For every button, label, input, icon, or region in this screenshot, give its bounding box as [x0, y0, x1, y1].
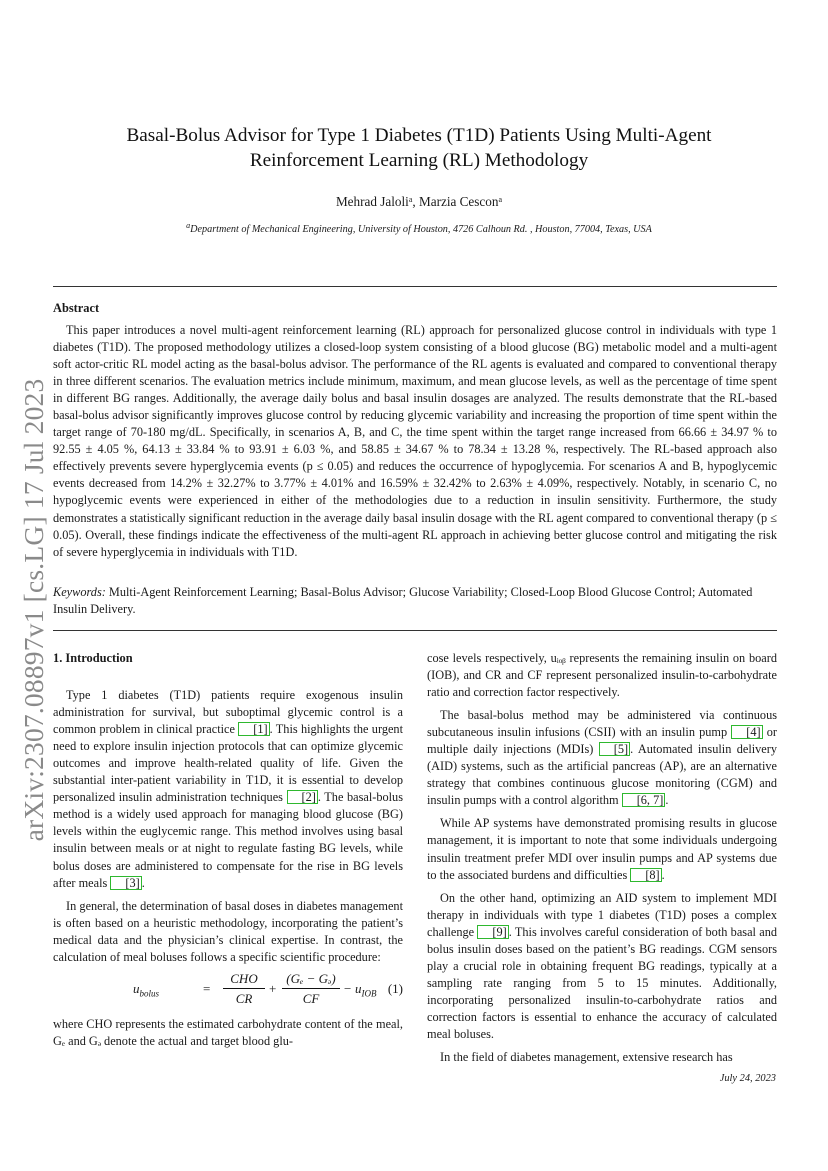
equation-1	[53, 970, 403, 1010]
footer-date: July 24, 2023	[719, 1073, 776, 1084]
paragraph-text: .	[141, 875, 145, 890]
fraction-numerator: (Gₑ − Gₔ)	[282, 970, 340, 989]
author-affiliation-mark: a	[498, 195, 503, 204]
paragraph-text: .	[665, 793, 669, 808]
paragraph-text: Type 1 diabetes (T1D) patients require exogenous insulin administration for survival, but suboptimal glycemic control is a common problem in clinical practice	[53, 688, 403, 737]
paragraph-text: . The basal-bolus method is a widely used approach for managing blood glucose (BG) levels within the euglycemic range. This method involves using basal insulin between meals or at night to regulate fasting BG levels, while bolus doses are administered to compensate for the rise in BG levels after meals	[53, 790, 403, 890]
equation-iob-term	[355, 980, 377, 1003]
citation-link[interactable]: [5]	[599, 742, 630, 756]
fraction-denominator: CR	[235, 990, 253, 1006]
intro-right-paragraph-3	[427, 815, 777, 883]
intro-paragraph-3: where CHO represents the estimated carbohydrate content of the meal, Gₑ and Gₔ denote the actual and target blood glu-	[53, 1016, 403, 1048]
citation-link[interactable]: [3]	[110, 876, 141, 890]
citation-link[interactable]: [4]	[731, 725, 762, 739]
author-name: Mehrad Jaloli	[335, 194, 409, 209]
paragraph-text: . This highlights the urgent need to explore insulin injection protocols that can optimize glycemic outcomes and improve health-related quality of life. Given the substantial inter-patient variability in T1D, it is essential to develop personalized insulin administration techniques	[53, 722, 404, 805]
author-list	[60, 194, 778, 210]
arxiv-identifier-text: arXiv:2307.08897v1 [cs.LG] 17 Jul 2023	[18, 378, 49, 842]
intro-right-paragraph-4	[427, 890, 777, 1043]
arxiv-side-identifier	[12, 370, 56, 850]
keywords-label: Keywords:	[53, 585, 106, 599]
paragraph-text: . Automated insulin delivery (AID) systems, such as the artificial pancreas (AP), are an alternative strategy that combines continuous glucose monitoring (CGM) and insulin pumps with a control algorithm	[427, 742, 777, 808]
equation-equals: =	[203, 980, 211, 996]
author-name: Marzia Cescon	[419, 194, 499, 209]
citation-link[interactable]: [8]	[630, 868, 661, 882]
paper-title	[60, 123, 778, 173]
paragraph-text: .	[661, 867, 665, 882]
intro-right-paragraph-1: cose levels respectively, uᵢₒᵦ represents the remaining insulin on board (IOB), and CR and CF represent personalized insulin-to-carbohydrate ratio and correction factor respectively.	[427, 651, 777, 700]
keywords-text: Multi-Agent Reinforcement Learning; Basal-Bolus Advisor; Glucose Variability; Closed-Loop Blood Glucose Control; Automated Insulin Delivery.	[53, 585, 753, 616]
right-column	[427, 650, 777, 1072]
intro-paragraph-2: In general, the determination of basal doses in diabetes management is often based on a heuristic methodology, incorporating the patient’s medical data and the physician’s clinical expertise. In contrast, the calculation of meal boluses follows a specific scientific procedure:	[53, 898, 403, 964]
equation-variable: u	[355, 980, 362, 996]
equation-number: (1)	[387, 980, 403, 996]
intro-right-paragraph-5: In the field of diabetes management, extensive research has	[440, 1050, 733, 1065]
author-separator: ,	[412, 194, 419, 209]
title-line-2: Reinforcement Learning (RL) Methodology	[249, 150, 589, 171]
equation-minus: −	[344, 980, 352, 996]
abstract-text: This paper introduces a novel multi-agent reinforcement learning (RL) approach for personalized glucose control in individuals with type 1 diabetes (T1D). The proposed methodology utilizes a closed-loop system consisting of a blood glucose (BG) metabolic model and a multi-agent soft actor-critic RL model acting as the basal-bolus advisor. The performance of the RL agents is evaluated and compared to conventional therapy in three different scenarios. The evaluation metrics include minimum, maximum, and mean glucose levels, as well as the percentage of time spent in different BG ranges. Additionally, the average daily bolus and basal insulin dosages are analyzed. The results demonstrate that the RL-based basal-bolus advisor significantly improves glucose control by reducing glycemic variability and increasing the proportion of time spent within the target range of 70-180 mg/dL. Specifically, in scenarios A, B, and C, the time spent within the target range increased from 66.66 ± 34.97 % to 92.55 ± 4.05 %, 64.13 ± 33.84 % to 93.91 ± 6.03 %, and 58.85 ± 34.67 % to 78.34 ± 13.28 %, respectively. The RL-based approach also effectively prevents severe hyperglycemia events (p ≤ 0.05) and reduces the occurrence of hypoglycemia. For scenarios A and B, hypoglycemic events decreased from 14.2% ± 32.27% to 3.77% ± 4.01% and 16.59% ± 32.42% to 2.63% ± 4.09%, respectively. Notably, in scenario C, no hypoglycemic events were experienced in either of the methodologies due to a reduction in insulin sensitivity. Furthermore, the study demonstrates a statistically significant reduction in the average daily basal insulin dosage with the RL agent compared to conventional therapy (p ≤ 0.05). Overall, these findings indicate the effectiveness of the multi-agent RL approach in achieving better glucose control and mitigating the risk of severe hyperglycemia in individuals with T1D.	[53, 323, 777, 559]
left-column	[53, 650, 403, 1056]
fraction-denominator: CF	[302, 990, 320, 1006]
citation-link[interactable]: [6, 7]	[622, 793, 666, 807]
paragraph-text: On the other hand, optimizing an AID system to implement MDI therapy in individuals with type 1 diabetes (T1D) poses a complex challenge	[427, 890, 777, 939]
author-affiliation-mark: a	[408, 195, 413, 204]
paragraph-text: or multiple daily injections (MDIs)	[427, 725, 777, 757]
citation-link[interactable]: [2]	[287, 790, 318, 804]
paragraph-text: While AP systems have demonstrated promising results in glucose management, it is important to note that some individuals undergoing insulin treatment prefer MDI over insulin pumps and AP systems due to the associated burdens and difficulties	[427, 816, 777, 882]
fraction-numerator: CHO	[223, 970, 265, 989]
citation-link[interactable]: [9]	[477, 925, 508, 939]
equation-fraction-2	[282, 970, 340, 1007]
intro-right-paragraph-2	[427, 707, 777, 809]
paragraph-text: . This involves careful consideration of both basal and bolus insulin doses based on the patient’s BG readings. CGM sensors play a crucial role in obtaining frequent BG readings, typically at a sampling rate ranging from 5 to 15 minutes. Additionally, incorporating personalized insulin-to-carbohydrate ratios and correction factors is essential to enhance the accuracy of calculated meal boluses.	[427, 924, 777, 1041]
equation-fraction-1	[223, 970, 265, 1007]
affiliation-text: Department of Mechanical Engineering, University of Houston, 4726 Calhoun Rd. , Houston, 77004, Texas, USA	[190, 224, 652, 235]
affiliation-mark: a	[186, 221, 191, 230]
citation-link[interactable]: [1]	[238, 722, 269, 736]
top-divider	[53, 286, 777, 287]
abstract-heading: Abstract	[53, 301, 100, 315]
paragraph-text: The basal-bolus method may be administered via continuous subcutaneous insulin infusions (CSII) with an insulin pump	[427, 708, 777, 740]
equation-subscript: bolus	[139, 988, 160, 999]
equation-lhs	[133, 980, 159, 1003]
equation-plus: +	[269, 980, 277, 996]
abstract-divider	[53, 630, 777, 631]
keywords	[53, 584, 777, 618]
affiliation	[60, 221, 778, 235]
equation-subscript: IOB	[361, 988, 377, 999]
intro-paragraph-1	[53, 687, 403, 892]
section-heading-introduction: 1. Introduction	[53, 651, 133, 665]
abstract-body	[53, 322, 777, 561]
title-line-1: Basal-Bolus Advisor for Type 1 Diabetes (T1D) Patients Using Multi-Agent	[126, 125, 712, 146]
equation-variable: u	[133, 980, 140, 996]
